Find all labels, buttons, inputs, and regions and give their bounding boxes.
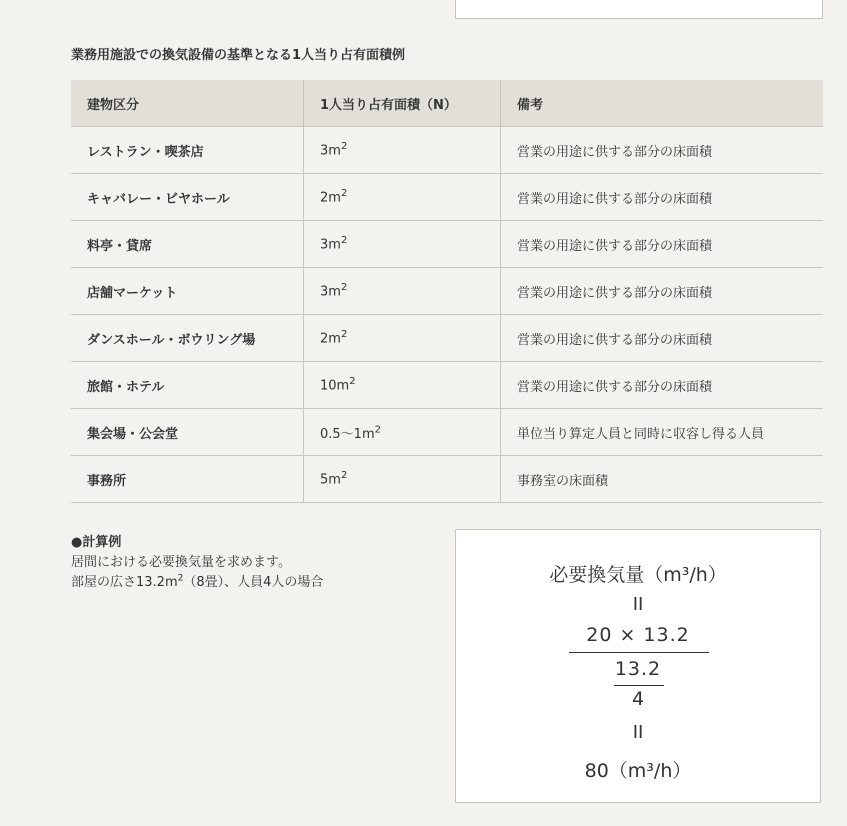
formula-title: 必要換気量（m³/h） <box>549 564 727 586</box>
occupancy-table <box>71 80 823 503</box>
calculation-conditions: 部屋の広さ$13.2m^2(8$畳）、人員4人の場合 <box>71 573 324 590</box>
area-cell: $3m^2$ <box>304 221 501 268</box>
area-cell: $5m^2$ <box>304 456 501 503</box>
area-cell: $2m^2$ <box>304 174 501 221</box>
building-type-cell: 集会場・公会堂 <box>71 409 304 456</box>
building-type-cell: レストラン・喫茶店 <box>71 127 304 174</box>
area-cell: $2m^2$ <box>304 315 501 362</box>
top-content-box <box>455 0 823 19</box>
building-type-cell: キャバレー・ビヤホール <box>71 174 304 221</box>
formula-inner-numerator: 13.2 <box>614 658 662 680</box>
remarks-cell: 営業の用途に供する部分の床面積 <box>501 174 824 221</box>
inner-fraction-line <box>614 685 664 686</box>
area-cell: $10m^2$ <box>304 362 501 409</box>
equals-sign-1: II <box>632 594 644 615</box>
remarks-cell: 単位当り算定人員と同時に収容し得る人員 <box>501 409 824 456</box>
table-row <box>71 456 823 503</box>
area-cell: $3m^2$ <box>304 127 501 174</box>
table-row <box>71 174 823 221</box>
building-type-cell: ダンスホール・ボウリング場 <box>71 315 304 362</box>
table-row <box>71 127 823 174</box>
header-remarks: 備考 <box>501 80 824 127</box>
calculation-description: 居間における必要換気量を求めます。 <box>71 555 291 570</box>
table-row <box>71 268 823 315</box>
remarks-cell: 営業の用途に供する部分の床面積 <box>501 268 824 315</box>
equals-sign-2: II <box>632 722 644 743</box>
section-title: 業務用施設での換気設備の基準となる1人当り占有面積例 <box>71 48 406 63</box>
building-type-cell: 料亭・貸席 <box>71 221 304 268</box>
main-fraction-line <box>569 652 709 653</box>
formula-box <box>455 529 821 803</box>
remarks-cell: 営業の用途に供する部分の床面積 <box>501 127 824 174</box>
area-cell: $3m^2$ <box>304 268 501 315</box>
table-row <box>71 315 823 362</box>
formula-numerator: 20 × 13.2 <box>586 624 690 646</box>
table-row <box>71 409 823 456</box>
header-area-per-person: 1人当り占有面積（N） <box>304 80 501 127</box>
table-header-row <box>71 80 823 127</box>
header-building-type: 建物区分 <box>71 80 304 127</box>
calculation-heading: ●計算例 <box>71 535 122 550</box>
building-type-cell: 事務所 <box>71 456 304 503</box>
table-row <box>71 221 823 268</box>
formula-result: 80（m³/h） <box>584 760 692 782</box>
area-cell: $0.5\sim 1m^2$ <box>304 409 501 456</box>
building-type-cell: 旅館・ホテル <box>71 362 304 409</box>
remarks-cell: 営業の用途に供する部分の床面積 <box>501 221 824 268</box>
formula-inner-denominator: 4 <box>631 688 645 710</box>
remarks-cell: 営業の用途に供する部分の床面積 <box>501 362 824 409</box>
remarks-cell: 営業の用途に供する部分の床面積 <box>501 315 824 362</box>
remarks-cell: 事務室の床面積 <box>501 456 824 503</box>
building-type-cell: 店舗マーケット <box>71 268 304 315</box>
table-row <box>71 362 823 409</box>
